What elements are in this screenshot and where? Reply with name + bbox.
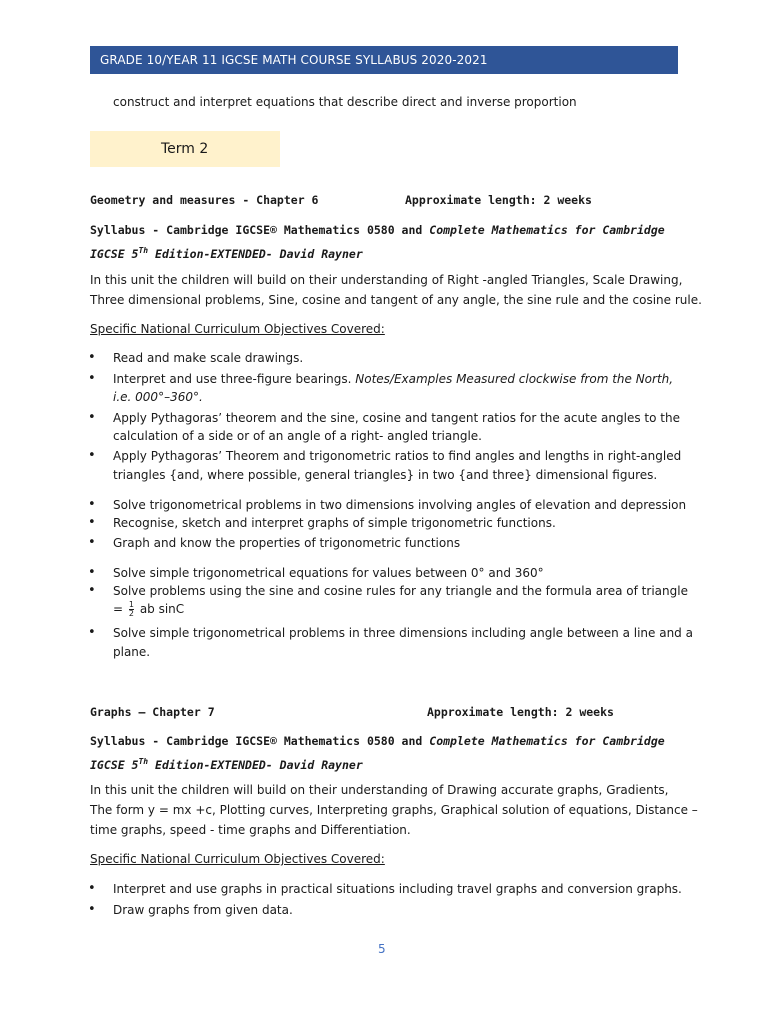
section1-bullet-3-line2: calculation of a side or of an angle of a right- angled triangle. [113,429,482,443]
term-label: Term 2 [161,141,209,157]
section1-syllabus-sup: Th [138,246,149,255]
section2-objectives-heading: Specific National Curriculum Objectives Covered: [90,852,385,866]
section1-syllabus-bold: Syllabus - Cambridge IGCSE® Mathematics 0580 and [90,223,430,237]
section1-bullet-4-line1: Apply Pythagoras’ Theorem and trigonometric ratios to find angles and lengths in right-angled [113,449,682,463]
section1-bullet-8: Solve simple trigonometrical equations for values between 0° and 360° [113,566,544,580]
section2-desc-line1: In this unit the children will build on their understanding of Drawing accurate graphs, Gradients, [90,783,669,797]
section1-bullet-1: Read and make scale drawings. [113,351,304,365]
page-header: GRADE 10/YEAR 11 IGCSE MATH COURSE SYLLABUS 2020-2021 [90,46,678,74]
bullet-glyph: • [88,565,96,580]
bullet-glyph: • [88,902,96,917]
fraction-numerator: 1 [128,600,134,609]
section1-bullet-9-formula [113,600,184,619]
bullet-glyph: • [88,881,96,896]
section1-heading: Geometry and measures - Chapter 6 [90,193,319,207]
section1-length: Approximate length: 2 weeks [405,193,592,207]
section1-desc-line1: In this unit the children will build on their understanding of Right -angled Triangles, Scale Drawing, [90,273,683,287]
section2-syllabus-line1 [90,732,665,751]
bullet-glyph: • [88,625,96,640]
section1-bullet-2 [113,370,673,389]
section2-desc-line3: time graphs, speed - time graphs and Differentiation. [90,823,411,837]
section1-bullet-3-line1: Apply Pythagoras’ theorem and the sine, cosine and tangent ratios for the acute angles to the [113,411,680,425]
bullet-glyph: • [88,583,96,598]
section1-bullet-4-line2: triangles {and, where possible, general triangles} in two {and three} dimensional figures. [113,468,658,482]
section1-syllabus-line2-b: Edition-EXTENDED- David Rayner [148,247,363,261]
fraction-one-half [129,601,134,618]
fraction-denominator: 2 [128,609,134,618]
page-number: 5 [378,942,386,956]
section2-desc-line2: The form y = mx +c, Plotting curves, Interpreting graphs, Graphical solution of equations, Distance – [90,803,698,817]
section2-syllabus-italic: Complete Mathematics for Cambridge [429,734,665,748]
section1-bullet-2-italic: Notes/Examples Measured clockwise from the North, [355,372,674,386]
section1-bullet-7: Graph and know the properties of trigonometric functions [113,536,461,550]
bullet-glyph: • [88,515,96,530]
section2-length: Approximate length: 2 weeks [427,705,614,719]
section2-heading: Graphs – Chapter 7 [90,705,215,719]
bullet-glyph: • [88,410,96,425]
section1-bullet-10-line1: Solve simple trigonometrical problems in three dimensions including angle between a line and a [113,626,693,640]
section2-syllabus-line2-b: Edition-EXTENDED- David Rayner [148,758,363,772]
section1-objectives-heading: Specific National Curriculum Objectives Covered: [90,322,385,336]
section2-syllabus-bold: Syllabus - Cambridge IGCSE® Mathematics 0580 and [90,734,430,748]
section1-bullet-6: Recognise, sketch and interpret graphs of simple trigonometric functions. [113,516,556,530]
section1-desc-line2: Three dimensional problems, Sine, cosine and tangent of any angle, the sine rule and the cosine rule. [90,293,702,307]
bullet-glyph: • [88,448,96,463]
section1-syllabus-line2 [90,241,363,264]
section2-bullet-1: Interpret and use graphs in practical situations including travel graphs and conversion graphs. [113,882,682,896]
formula-tail: ab sinC [139,602,185,616]
section1-bullet-2-plain: Interpret and use three-figure bearings. [113,372,356,386]
section1-bullet-9-line1: Solve problems using the sine and cosine rules for any triangle and the formula area of triangle [113,584,688,598]
section1-bullet-10-line2: plane. [113,645,151,659]
section1-bullet-5: Solve trigonometrical problems in two dimensions involving angles of elevation and depression [113,498,687,512]
section2-bullet-2: Draw graphs from given data. [113,903,293,917]
formula-equals: = [113,602,124,616]
bullet-glyph: • [88,535,96,550]
section2-syllabus-line2 [90,752,363,775]
section1-syllabus-italic: Complete Mathematics for Cambridge [429,223,665,237]
section2-syllabus-line2-a: IGCSE 5 [90,758,139,772]
section1-syllabus-line2-a: IGCSE 5 [90,247,139,261]
bullet-glyph: • [88,371,96,386]
section1-bullet-2-line2: i.e. 000°–360°. [113,390,203,404]
section2-syllabus-sup: Th [138,757,149,766]
section1-syllabus-line1 [90,221,665,240]
intro-line: construct and interpret equations that describe direct and inverse proportion [113,95,577,109]
bullet-glyph: • [88,350,96,365]
bullet-glyph: • [88,497,96,512]
